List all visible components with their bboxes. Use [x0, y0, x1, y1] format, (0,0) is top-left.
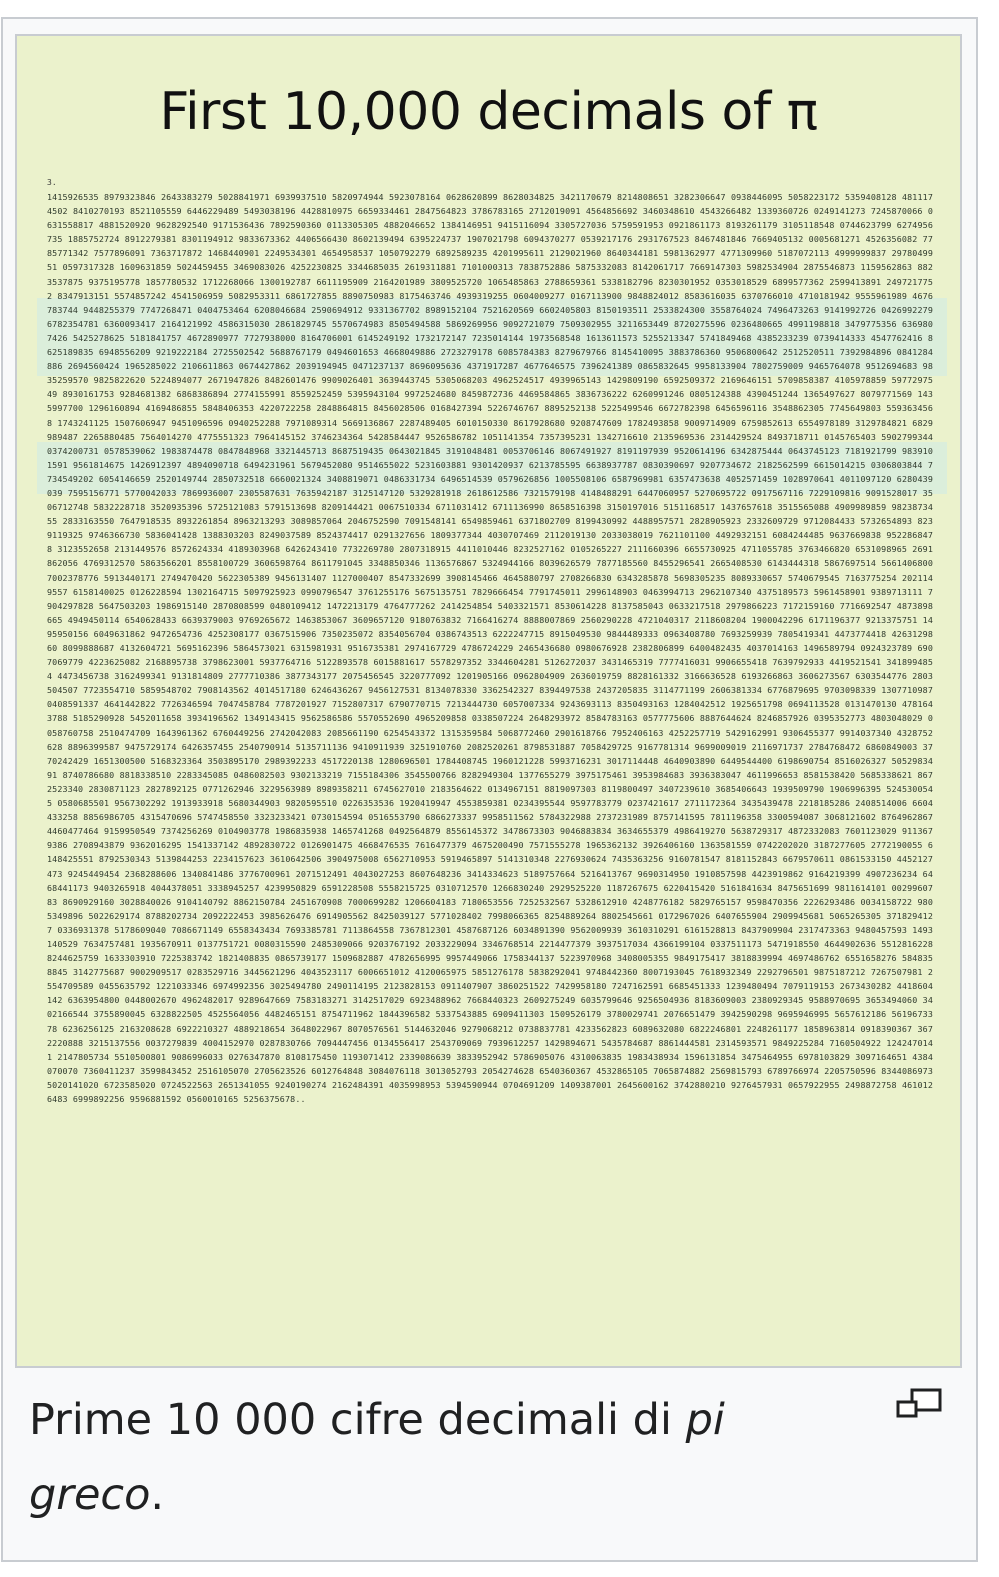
caption-text: Prime 10 000 cifre decimali di [29, 1395, 686, 1445]
enlarge-icon [895, 1388, 943, 1424]
pi-digits-image[interactable] [15, 34, 962, 1368]
digits-block [47, 176, 939, 1306]
magnify-clip-icon[interactable] [895, 1388, 943, 1424]
image-caption [29, 1383, 869, 1533]
image-title: First 10,000 decimals of π [159, 82, 818, 142]
caption-italic-link: pi greco [29, 1395, 725, 1520]
image-thumbnail-frame [1, 17, 978, 1562]
digits-lead: 3. [47, 178, 57, 187]
digits-text: 1415926535 8979323846 2643383279 5028841971 6939937510 5820974944 5923078164 0628620899 8628034825 3421170679 8214808651 3282306647 0938446095 5058223172 5359408128 4811174502 8410270193 8521105559 6446229489 5493038196 4428810975 6659334461 2847564823 3786783165 2712019091 4564856692 3460348610 4543266482 1339360726 0249141273 7245870066 0631558817 4881520920 9628292540 9171536436 7892590360 0113305305 4882046652 1384146951 9415116094 3305727036 5759591953 0921861173 8193261179 3105118548 0744623799 6274956735 1885752724 8912279381 8301194912 9833673362 4406566430 8602139494 6395224737 1907021798 6094370277 0539217176 2931767523 8467481846 7669405132 0005681271 4526356082 7785771342 7577896091 7363717872 1468440901 2249534301 4654958537 1050792279 6892589235 4201995611 2129021960 8640344181 5981362977 4771309960 5187072113 4999999837 2978049951 0597317328 1609631859 5024459455 3469083026 4252230825 3344685035 2619311881 7101000313 7838752886 5875332083 8142061717 7669147303 5982534904 2875546873 1159562863 8823537875 9375195778 1857780532 1712268066 1300192787 6611195909 2164201989 3809525720 1065485863 2788659361 5338182796 8230301952 0353018529 6899577362 2599413891 2497217752 8347913151 5574857242 4541506959 5082953311 6861727855 8890750983 8175463746 4939319255 0604009277 0167113900 9848824012 8583616035 6370766010 4710181942 9555961989 4676783744 9448255379 7747268471 0404753464 6208046684 2590694912 9331367702 8989152104 7521620569 6602405803 8150193511 2533824300 3558764024 7496473263 9141992726 0426992279 6782354781 6360093417 2164121992 4586315030 2861829745 5570674983 8505494588 5869269956 9092721079 7509302955 3211653449 8720275596 0236480665 4991198818 3479775356 6369807426 5425278625 5181841757 4672890977 7727938000 8164706001 6145249192 1732172147 7235014144 1973568548 1613611573 5255213347 5741849468 4385233239 0739414333 4547762416 8625189835 6948556209 9219222184 2725502542 5688767179 0494601653 4668049886 2723279178 6085784383 8279679766 8145410095 3883786360 9506800642 2512520511 7392984896 0841284886 2694560424 1965285022 2106611863 0674427862 2039194945 0471237137 8696095636 4371917287 4677646575 7396241389 0865832645 9958133904 7802759009 9465764078 9512694683 9835259570 9825822620 5224894077 2671947826 8482601476 9909026401 3639443745 5305068203 4962524517 4939965143 1429809190 6592509372 2169646151 5709858387 4105978859 5977297549 8930161753 9284681382 6868386894 2774155991 8559252459 5395943104 9972524680 8459872736 4469584865 3836736222 6260991246 0805124388 4390451244 1365497627 8079771569 1435997700 1296160894 4169486855 5848406353 4220722258 2848864815 8456028506 0168427394 5226746767 8895252138 5225499546 6672782398 6456596116 3548862305 7745649803 5593634568 1743241125 1507606947 9451096596 0940252288 7971089314 5669136867 2287489405 6010150330 8617928680 9208747609 1782493858 9009714909 6759852613 6554978189 3129784821 6829989487 2265880485 7564014270 4775551323 7964145152 3746234364 5428584447 9526586782 1051141354 7357395231 1342716610 2135969536 2314429524 8493718711 0145765403 5902799344 0374200731 0578539062 1983874478 0847848968 3321445713 8687519435 0643021845 3191048481 0053706146 8067491927 8191197939 9520614196 6342875444 0643745123 7181921799 9839101591 9561814675 1426912397 4894090718 6494231961 5679452080 9514655022 5231603881 9301420937 6213785595 6638937787 0830390697 9207734672 2182562599 6615014215 0306803844 7734549202 6054146659 2520149744 2850732518 6660021324 3408819071 0486331734 6496514539 0579626856 1005508106 6587969981 6357473638 4052571459 1028970641 4011097120 6280439039 7595156771 5770042033 7869936007 2305587631 7635942187 3125147120 5329281918 2618612586 7321579198 4148488291 6447060957 5270695722 0917567116 7229109816 9091528017 3506712748 5832228718 3520935396 5725121083 5791513698 8209144421 0067510334 6711031412 6711136990 8658516398 3150197016 5151168517 1437657618 3515565088 4909989859 9823873455 2833163550 7647918535 8932261854 8963213293 3089857064 2046752590 7091548141 6549859461 6371802709 8199430992 4488957571 2828905923 2332609729 9712084433 5732654893 8239119325 9746366730 5836041428 1388303203 8249037589 8524374417 0291327656 1809377344 4030707469 2112019130 2033038019 7621101100 4492932151 6084244485 9637669838 9522868478 3123552658 2131449576 8572624334 4189303968 6426243410 7732269780 2807318915 4411010446 8232527162 0105265227 2111660396 6655730925 4711055785 3763466820 6531098965 2691862056 4769312570 5863566201 8558100729 3606598764 8611791045 3348850346 1136576867 5324944166 8039626579 7877185560 8455296541 2665408530 6143444318 5867697514 5661406800 7002378776 5913440171 2749470420 5622305389 9456131407 1127000407 8547332699 3908145466 4645880797 2708266830 6343285878 5698305235 8089330657 5740679545 7163775254 2021149557 6158140025 0126228594 1302164715 5097925923 0990796547 3761255176 5675135751 7829666454 7791745011 2996148903 0463994713 2962107340 4375189573 5961458901 9389713111 7904297828 5647503203 1986915140 2870808599 0480109412 1472213179 4764777262 2414254854 5403321571 8530614228 8137585043 0633217518 2979866223 7172159160 7716692547 4873898665 4949450114 6540628433 6639379003 9769265672 1463853067 3609657120 9180763832 7166416274 8888007869 2560290228 4721040317 2118608204 1900042296 6171196377 9213375751 1495950156 6049631862 9472654736 4252308177 0367515906 7350235072 8354056704 0386743513 6222247715 8915049530 9844489333 0963408780 7693259939 7805419341 4473774418 4263129860 8099888687 4132604721 5695162396 5864573021 6315981931 9516735381 2974167729 4786724229 2465436680 0980676928 2382806899 6400482435 4037014163 1496589794 0924323789 6907069779 4223625082 2168895738 3798623001 5937764716 5122893578 6015881617 5578297352 3344604281 5126272037 3431465319 7777416031 9906655418 7639792933 4419521541 3418994854 4473456738 3162499341 9131814809 2777710386 3877343177 2075456545 3220777092 1201905166 0962804909 2636019759 8828161332 3166636528 6193266863 3606273567 6303544776 2803504507 7723554710 5859548702 7908143562 4014517180 6246436267 9456127531 8134078330 3362542327 8394497538 2437205835 3114771199 2606381334 6776879695 9703098339 1307710987 0408591337 4641442822 7726346594 7047458784 7787201927 7152807317 6790770715 7213444730 6057007334 9243693113 8350493163 1284042512 1925651798 0694113528 0131470130 4781643788 5185290928 5452011658 3934196562 1349143415 9562586586 5570552690 4965209858 0338507224 2648293972 8584783163 0577775606 8887644624 8246857926 0395352773 4803048029 0058760758 2510474709 1643961362 6760449256 2742042083 2085661190 6254543372 1315359584 5068772460 2901618766 7952406163 4252257719 5429162991 9306455377 9914037340 4328752628 8896399587 9475729174 6426357455 2540790914 5135711136 9410911939 3251910760 2082520261 8798531887 7058429725 9167781314 9699009019 2116971737 2784768472 6860849003 3770242429 1651300500 5168323364 3503895170 2989392233 4517220138 1280696501 1784408745 1960121228 5993716231 3017114448 4640903890 6449544400 6198690754 8516026327 5052983491 8740786680 8818338510 2283345085 0486082503 9302133219 7155184306 3545500766 8282949304 1377655279 3975175461 3953984683 3936383047 4611996653 8581538420 5685338621 8672523340 2830871123 2827892125 0771262946 3229563989 8989358211 6745627010 2183564622 0134967151 8819097303 8119800497 3407239610 3685406643 1939509790 1906996395 5245300545 0580685501 9567302292 1913933918 5680344903 9820595510 0226353536 1920419947 4553859381 0234395544 9597783779 0237421617 2711172364 3435439478 2218185286 2408514006 6604433258 8856986705 4315470696 5747458550 3323233421 0730154594 0516553790 6866273337 9958511562 5784322988 2737231989 8757141595 7811196358 3300594087 3068121602 8764962867 4460477464 9159950549 7374256269 0104903778 1986835938 1465741268 0492564879 8556145372 3478673303 9046883834 3634655379 4986419270 5638729317 4872332083 7601123029 9113679386 2708943879 9362016295 1541337142 4892830722 0126901475 4668476535 7616477379 4675200490 7571555278 1965362132 3926406160 1363581559 0742202020 3187277605 2772190055 6148425551 8792530343 5139844253 2234157623 3610642506 3904975008 6562710953 5919465897 5141310348 2276930624 7435363256 9160781547 8181152843 6679570611 0861533150 4452127473 9245449454 2368288606 1340841486 3776700961 2071512491 4043027253 8607648236 3414334623 5189757664 5216413767 9690314950 1910857598 4423919862 9164219399 4907236234 6468441173 9403265918 4044378051 3338945257 4239950829 6591228508 5558215725 0310712570 1266830240 2929525220 1187267675 6220415420 5161841634 8475651699 9811614101 0029960783 8690929160 3028840026 9104140792 8862150784 2451670908 7000699282 1206604183 7180653556 7252532567 5328612910 4248776182 5829765157 9598470356 2226293486 0034158722 9805349896 5022629174 8788202734 2092222453 3985626476 6914905562 8425039127 5771028402 7998066365 8254889264 8802545661 0172967026 6407655904 2909945681 5065265305 3718294127 0336931378 5178609040 7086671149 6558343434 7693385781 7113864558 7367812301 4587687126 6034891390 9562009939 3610310291 6161528813 8437909904 2317473363 9480457593 1493140529 7634757481 1935670911 0137751721 0080315590 2485309066 9203767192 2033229094 3346768514 2214477379 3937517034 4366199104 0337511173 5471918550 4644902636 5512816228 8244625759 1633303910 7225383742 1821408835 0865739177 1509682887 4782656995 9957449066 1758344137 5223970968 3408005355 9849175417 3818839994 4697486762 6551658276 5848358845 3142775687 9002909517 0283529716 3445621296 4043523117 6006651012 4120065975 5851276178 5838292041 9748442360 8007193045 7618932349 2292796501 9875187212 7267507981 2554709589 0455635792 1221033346 6974992356 3025494780 2490114195 2123828153 0911407907 3860251522 7429958180 7247162591 6685451333 1239480494 7079119153 2673430282 4418604142 6363954800 0448002670 4962482017 9289647669 7583183271 3142517029 6923488962 7668440323 2609275249 6035799646 9256504936 8183609003 2380929345 9588970695 3653494060 3402166544 3755890045 6328822505 4525564056 4482465151 8754711962 1844396582 5337543885 6909411303 1509526179 3780029741 2076651479 3942590298 9695946995 5657612186 5619673378 6236256125 2163208628 6922210327 4889218654 3648022967 8070576561 5144632046 9279068212 0738837781 4233562823 6089632080 6822246801 2248261177 1858963814 0918390367 3672220888 3215137556 0037279839 4004152970 0287830766 7094447456 0134556417 2543709069 7939612257 1429894671 5435784687 8861444581 2314593571 9849225284 7160504922 1242470141 2147805734 5510500801 9086996033 0276347870 8108175450 1193071412 2339086639 3833952942 5786905076 4310063835 1983438934 1596131854 3475464955 6978103829 3097164651 4384070070 7360411237 3599843452 2516105070 2705623526 6012764848 3084076118 3013052793 2054274628 6540360367 4532865105 7065874882 2569815793 6789766974 2205750596 8344086973 5020141020 6723585020 0724522563 2651341055 9240190274 2162484391 4035998953 5394590944 0704691209 1409387001 2645600162 3742880210 9276457931 0657922955 2498872758 4610126483 6999892256 9596881592 0560010165 5256375678.. [47, 192, 939, 1104]
caption-text-end: . [150, 1470, 165, 1520]
